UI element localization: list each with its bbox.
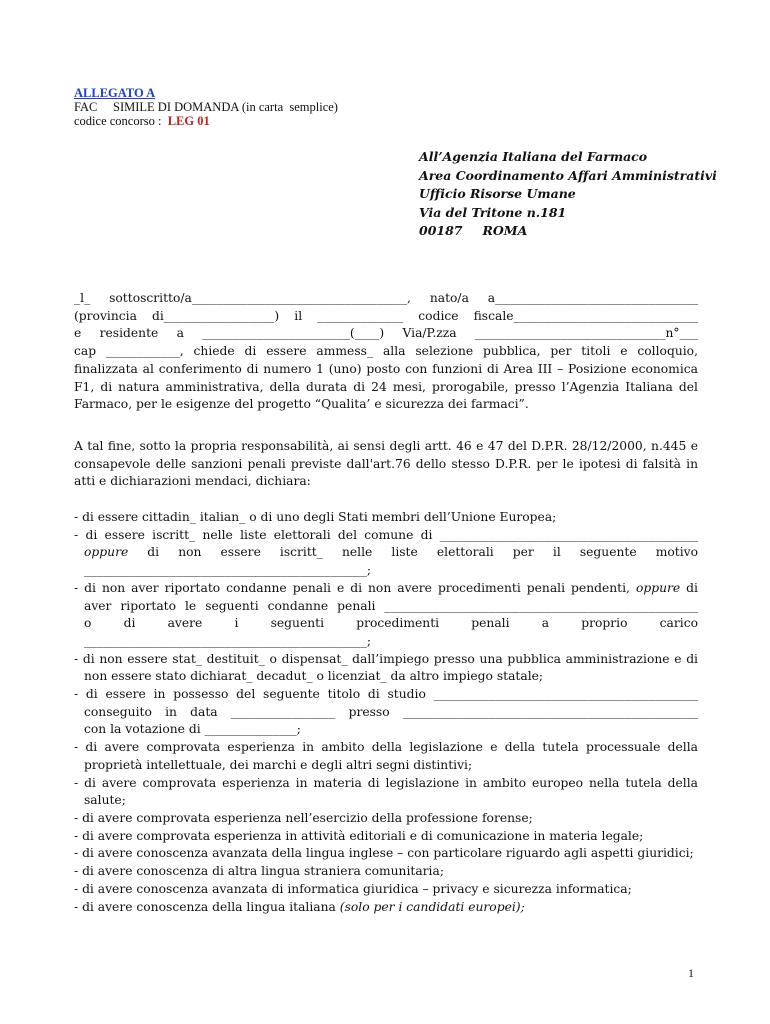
list-item: - di avere comprovata esperienza in ambito della legislazione e della tutela processuale della <box>74 740 698 755</box>
address-city: ROMA <box>482 223 528 238</box>
list-item <box>74 580 698 598</box>
list-item: - di avere conoscenza di altra lingua straniera comunitaria; <box>74 864 444 879</box>
list-item: - di avere comprovata esperienza nell’esercizio della professione forense; <box>74 810 533 825</box>
list-item: - di avere comprovata esperienza in attività editoriali e di comunicazione in materia legale; <box>74 828 644 843</box>
codice-concorso-value: LEG 01 <box>167 114 210 128</box>
list-item-continuation: conseguito in data _________________ presso ________________________________________________ <box>84 704 698 719</box>
item-note: (solo per i candidati europei); <box>339 899 525 914</box>
oppure-text: oppure <box>84 545 129 560</box>
address-cap: 00187 <box>419 223 463 238</box>
item-text-end: di <box>680 580 698 595</box>
list-item: - di essere iscritt_ nelle liste elettorali del comune di __________________________________________ <box>74 527 698 542</box>
allegato-title: ALLEGATO A <box>74 86 156 100</box>
codice-concorso-label: codice concorso : <box>74 114 168 128</box>
list-item-continuation: ______________________________________________; <box>84 633 371 648</box>
list-item-continuation: salute; <box>84 793 126 808</box>
address-line-3: Ufficio Risorse Umane <box>419 186 576 201</box>
list-item: - di avere comprovata esperienza in materia di legislazione in ambito europeo nella tutela della <box>74 775 698 790</box>
recipient-address <box>419 148 717 241</box>
list-item: - di essere cittadin_ italian_ o di uno degli Stati membri dell’Unione Europea; <box>74 510 557 525</box>
list-item-continuation: non essere stato dichiarat_ decadut_ o licenziat_ da altro impiego statale; <box>84 669 544 684</box>
intro-line-5: finalizzata al conferimento di numero 1 (uno) posto con funzioni di Area III – Posizione economica <box>74 361 698 376</box>
intro-line-2: (provincia di__________________) il ______________ codice fiscale______________________________ <box>74 308 698 323</box>
address-line-2: Area Coordinamento Affari Amministrativi <box>419 167 717 183</box>
address-line-1: All’Agenzia Italiana del Farmaco <box>419 149 648 164</box>
item-text: - di non aver riportato condanne penali e di non avere procedimenti penali pendenti, <box>74 580 636 595</box>
declaration-line-3: atti e dichiarazioni mendaci, dichiara: <box>74 474 311 489</box>
list-item: - di avere conoscenza avanzata della lingua inglese – con particolare riguardo agli aspetti giuridici; <box>74 846 694 861</box>
list-item-continuation: ______________________________________________; <box>84 563 371 578</box>
declaration-line-1: A tal fine, sotto la propria responsabilità, ai sensi degli artt. 46 e 47 del D.P.R. 28/12/2000, n.445 e <box>74 438 698 453</box>
page-number: 1 <box>688 966 694 980</box>
fac-simile-line: FAC SIMILE DI DOMANDA (in carta semplice) <box>74 100 338 114</box>
list-item: - di essere in possesso del seguente titolo di studio ___________________________________________ <box>74 687 698 702</box>
list-item-continuation: con la votazione di _______________; <box>84 722 301 737</box>
list-item-continuation: aver riportato le seguenti condanne penali ___________________________________________________ <box>84 598 698 613</box>
list-item-continuation <box>74 544 698 562</box>
address-line-4: Via del Tritone n.181 <box>419 204 567 220</box>
declaration-line-2: consapevole delle sanzioni penali previste dall'art.76 dello stesso D.P.R. per le ipotesi di falsità in <box>74 456 698 471</box>
list-item: - di avere conoscenza avanzata di informatica giuridica – privacy e sicurezza informatica; <box>74 881 632 896</box>
document-header <box>74 86 338 128</box>
intro-line-1: _l_ sottoscritto/a___________________________________, nato/a a_________________________________ <box>74 291 698 305</box>
intro-paragraph <box>74 290 698 414</box>
list-item-continuation: proprietà intellettuale, dei marchi e degli altri segni distintivi; <box>84 757 473 772</box>
list-item: - di non essere stat_ destituit_ o dispensat_ dall’impiego presso una pubblica amministrazione e di <box>74 651 698 666</box>
declaration-list <box>74 509 698 916</box>
intro-line-7: Farmaco, per le esigenze del progetto “Qualita’ e sicurezza dei farmaci”. <box>74 397 529 412</box>
codice-concorso-line <box>74 114 338 128</box>
item-text: - di avere conoscenza della lingua italiana <box>74 899 340 914</box>
document-body <box>74 290 698 916</box>
intro-line-3: e residente a ________________________(____) Via/P.zza _______________________________n°___ <box>74 326 698 341</box>
declaration-paragraph <box>74 438 698 491</box>
intro-line-6: F1, di natura amministrativa, della durata di 24 mesi, prorogabile, presso l’Agenzia Italiana del <box>74 379 698 394</box>
list-item <box>74 899 698 917</box>
continuation-text: di non essere iscritt_ nelle liste elettorali per il seguente motivo <box>128 545 698 560</box>
list-item-continuation: o di avere i seguenti procedimenti penali a proprio carico <box>84 616 698 631</box>
intro-line-4: cap ____________, chiede di essere ammess_ alla selezione pubblica, per titoli e colloquio, <box>74 344 698 359</box>
address-line-5 <box>419 222 717 241</box>
oppure-text: oppure <box>635 580 681 595</box>
